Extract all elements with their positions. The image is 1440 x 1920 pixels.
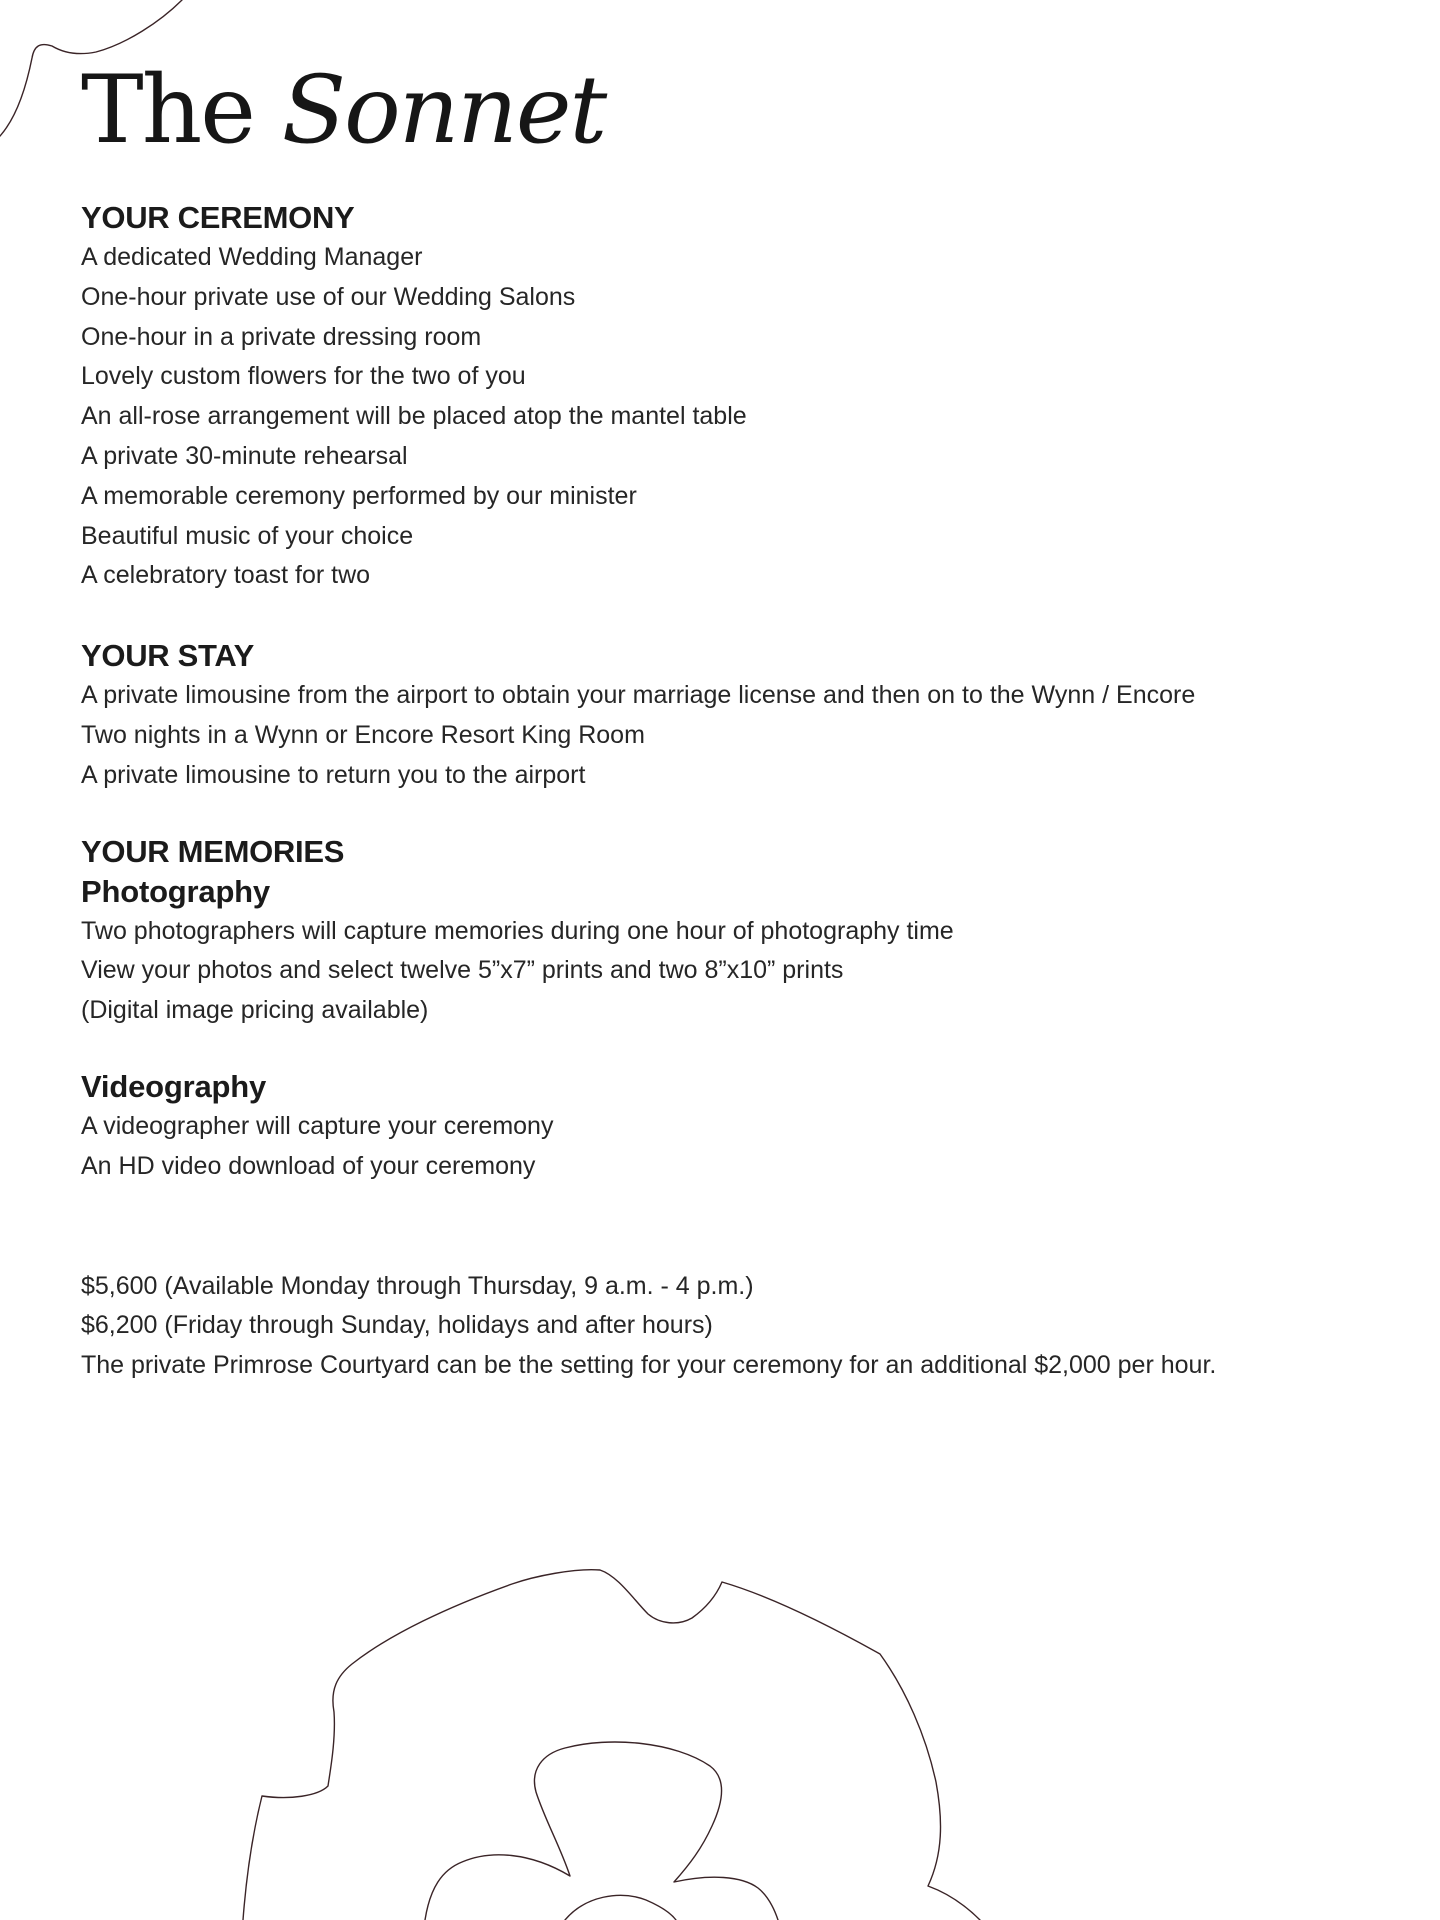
title-regular: The bbox=[81, 56, 254, 165]
page-title bbox=[81, 56, 1381, 165]
photography-item: Two photographers will capture memories during one hour of photography time bbox=[81, 916, 954, 945]
ceremony-section bbox=[81, 198, 1381, 596]
stay-item: Two nights in a Wynn or Encore Resort King Room bbox=[81, 720, 645, 749]
price-weekend: $6,200 (Friday through Sunday, holidays and after hours) bbox=[81, 1311, 713, 1340]
section-spacer bbox=[81, 596, 1381, 636]
ceremony-item: A celebratory toast for two bbox=[81, 561, 371, 590]
ceremony-heading: YOUR CEREMONY bbox=[81, 200, 355, 235]
stay-section bbox=[81, 636, 1381, 795]
memories-heading: YOUR MEMORIES bbox=[81, 833, 345, 869]
photography-item: (Digital image pricing available) bbox=[81, 996, 429, 1025]
section-spacer bbox=[81, 796, 1381, 832]
ceremony-item: One-hour in a private dressing room bbox=[81, 322, 482, 351]
ceremony-item: Beautiful music of your choice bbox=[81, 521, 414, 550]
ceremony-item: A memorable ceremony performed by our minister bbox=[81, 481, 637, 510]
ceremony-item: An all-rose arrangement will be placed atop the mantel table bbox=[81, 402, 747, 431]
videography-item: An HD video download of your ceremony bbox=[81, 1151, 536, 1180]
ceremony-item: A dedicated Wedding Manager bbox=[81, 243, 423, 271]
photography-item: View your photos and select twelve 5”x7” prints and two 8”x10” prints bbox=[81, 956, 844, 985]
memories-section bbox=[81, 832, 1381, 1187]
videography-heading: Videography bbox=[81, 1068, 266, 1104]
videography-item: A videographer will capture your ceremony bbox=[81, 1111, 554, 1140]
pricing-section bbox=[81, 1267, 1381, 1386]
subsection-spacer bbox=[81, 1031, 1381, 1067]
inner-flower-outline-icon bbox=[425, 1742, 778, 1920]
ceremony-item: A private 30-minute rehearsal bbox=[81, 441, 408, 470]
stay-item: A private limousine to return you to the airport bbox=[81, 760, 586, 789]
stay-item: A private limousine from the airport to obtain your marriage license and then on to the Wynn / Encore bbox=[81, 681, 1196, 710]
flower-outline-icon bbox=[243, 1570, 980, 1920]
center-flower-outline-icon bbox=[565, 1895, 676, 1920]
package-document bbox=[81, 56, 1381, 1386]
price-weekday: $5,600 (Available Monday through Thursday, 9 a.m. - 4 p.m.) bbox=[81, 1271, 754, 1300]
ceremony-item: Lovely custom flowers for the two of you bbox=[81, 362, 526, 391]
courtyard-upgrade: The private Primrose Courtyard can be the setting for your ceremony for an additional $2,000 per hour. bbox=[81, 1351, 1217, 1380]
photography-heading: Photography bbox=[81, 873, 270, 909]
stay-heading: YOUR STAY bbox=[81, 638, 255, 674]
ceremony-item: One-hour private use of our Wedding Salons bbox=[81, 282, 576, 311]
section-spacer bbox=[81, 1187, 1381, 1267]
title-italic: Sonnet bbox=[281, 56, 606, 165]
